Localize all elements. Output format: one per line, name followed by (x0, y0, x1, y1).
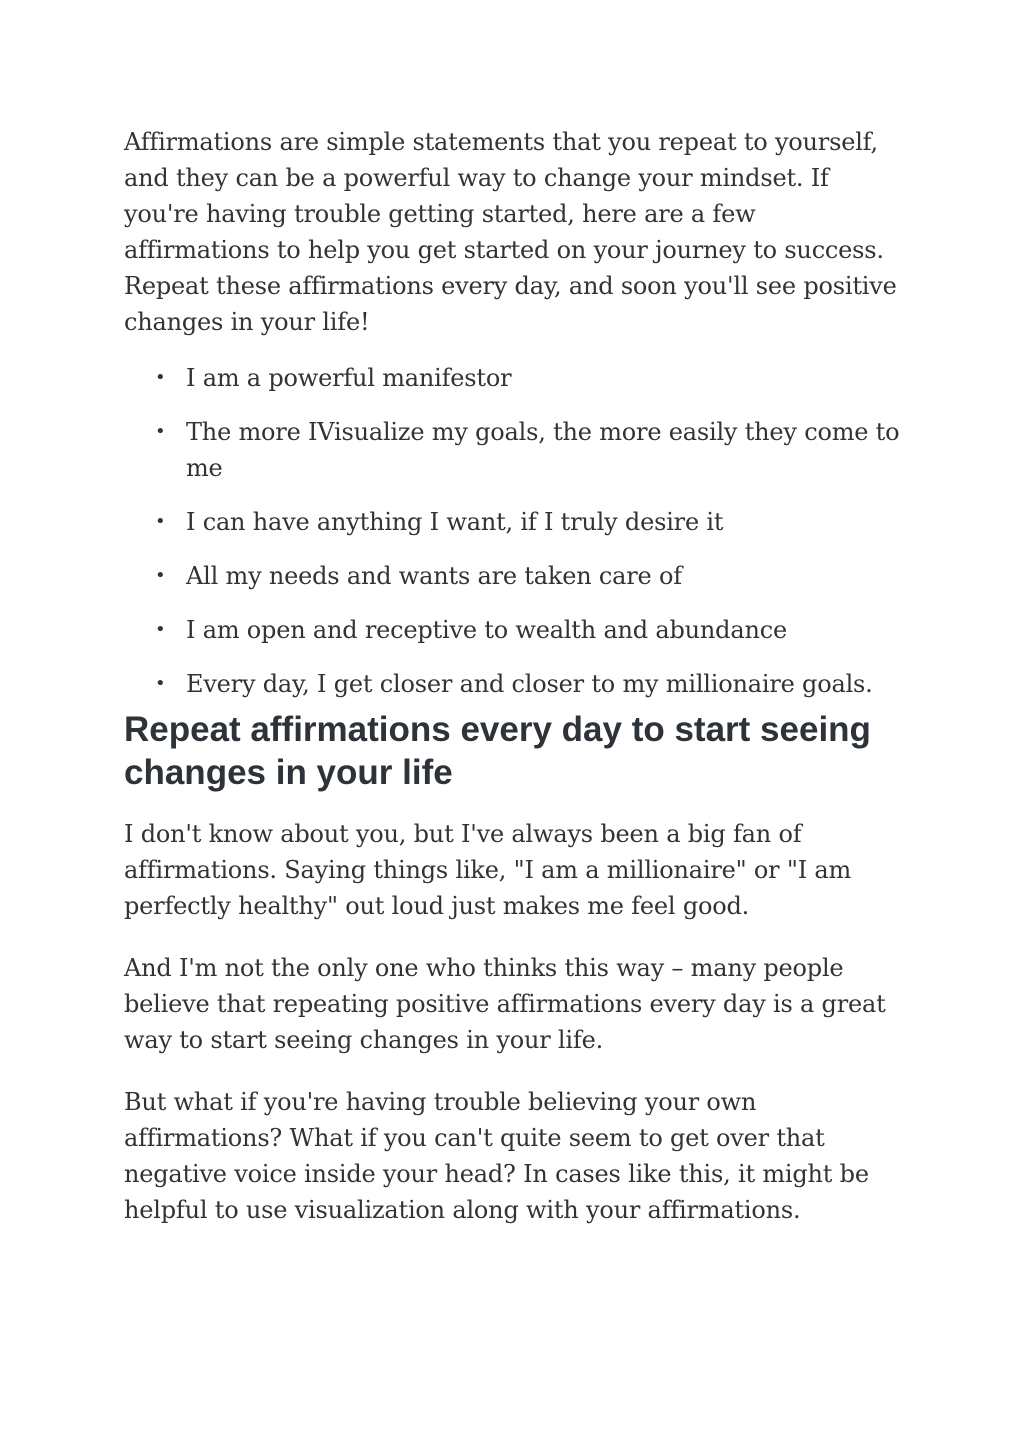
list-item (124, 360, 902, 396)
bullet-icon: • (155, 511, 166, 532)
affirmations-list (124, 360, 902, 702)
body-paragraph-1: I don't know about you, but I've always been a big fan of affirmations. Saying things like, "I am a millionaire" or "I am perfectly healthy" out loud just makes me feel good. (124, 820, 852, 920)
bullet-icon: • (155, 421, 166, 442)
intro-paragraph: Affirmations are simple statements that you repeat to yourself, and they can be a powerful way to change your mindset. If you're having trouble getting started, here are a few affirmations to help you get started on your journey to success. Repeat these affirmations every day, and soon you'll see positive changes in your life! (124, 128, 897, 336)
section-heading: Repeat affirmations every day to start seeing changes in your life (124, 710, 871, 792)
bullet-icon: • (155, 367, 166, 388)
bullet-icon: • (155, 565, 166, 586)
list-item (124, 558, 902, 594)
document-page (124, 124, 902, 1254)
list-item (124, 504, 902, 540)
list-item (124, 612, 902, 648)
list-item (124, 666, 902, 702)
body-paragraph-3: But what if you're having trouble believing your own affirmations? What if you can't quite seem to get over that negative voice inside your head? In cases like this, it might be helpful to use visualization along with your affirmations. (124, 1088, 869, 1224)
bullet-icon: • (155, 673, 166, 694)
list-item (124, 414, 902, 486)
list-item-text: Every day, I get closer and closer to my millionaire goals. (186, 670, 873, 698)
list-item-text: All my needs and wants are taken care of (186, 562, 682, 590)
list-item-text: I am open and receptive to wealth and abundance (186, 616, 787, 644)
list-item-text: The more IVisualize my goals, the more easily they come to me (186, 418, 900, 482)
body-paragraph-2: And I'm not the only one who thinks this way – many people believe that repeating positive affirmations every day is a great way to start seeing changes in your life. (124, 954, 886, 1054)
list-item-text: I can have anything I want, if I truly desire it (186, 508, 724, 536)
bullet-icon: • (155, 619, 166, 640)
list-item-text: I am a powerful manifestor (186, 364, 512, 392)
